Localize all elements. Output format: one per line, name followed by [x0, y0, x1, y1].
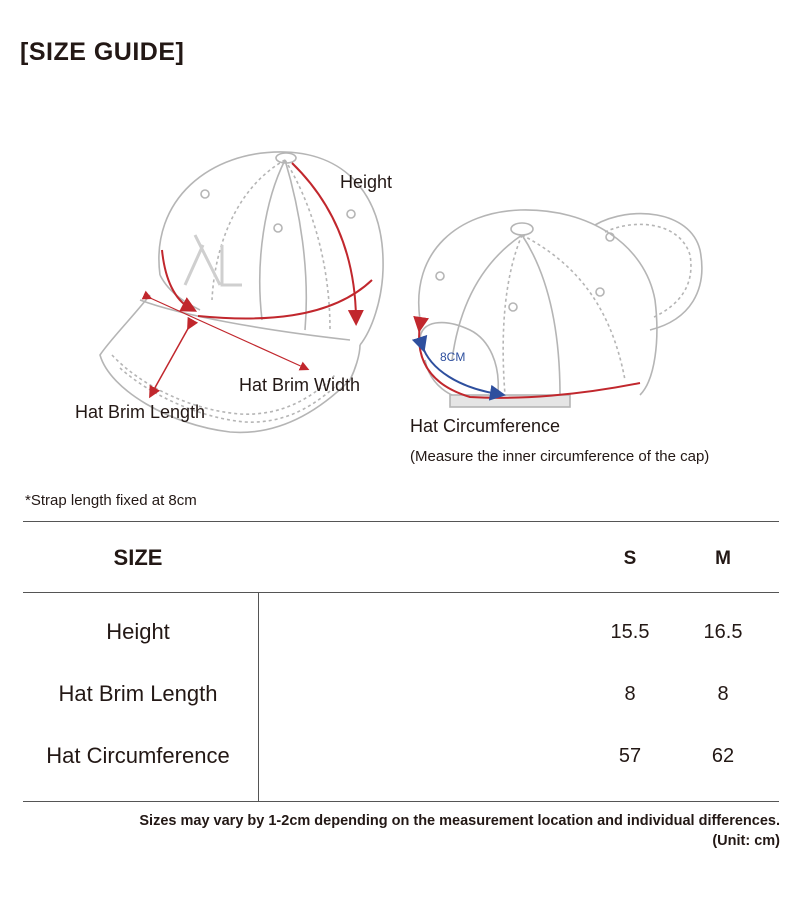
row-circumference-m: 62 [711, 745, 735, 767]
row-height-s: 15.5 [610, 621, 650, 643]
table-header-s: S [623, 548, 637, 569]
table-header-m: M [715, 548, 731, 569]
footer-note: Sizes may vary by 1-2cm depending on the measurement location and individual differences. [139, 813, 780, 829]
table-header-rule [23, 592, 779, 593]
table-header-size: SIZE [113, 545, 163, 570]
label-brim-length: Hat Brim Length [75, 402, 206, 422]
row-height-m: 16.5 [703, 621, 743, 643]
table-bottom-rule [23, 801, 779, 802]
label-strap-8cm: 8CM [440, 350, 466, 364]
row-label-circumference: Hat Circumference [46, 743, 230, 768]
row-brim-length-s: 8 [624, 683, 636, 705]
row-brim-length-m: 8 [717, 683, 729, 705]
row-label-brim-length: Hat Brim Length [58, 681, 218, 706]
back-cap-drawing [419, 210, 702, 407]
label-height: Height [340, 172, 393, 192]
row-circumference-s: 57 [618, 745, 642, 767]
table-top-rule [23, 521, 779, 522]
strap-note: *Strap length fixed at 8cm [25, 492, 197, 509]
footer-unit: (Unit: cm) [712, 833, 780, 849]
page-title: [SIZE GUIDE] [20, 38, 185, 66]
row-label-height: Height [106, 619, 170, 644]
table-column-divider [258, 593, 259, 801]
label-circumference-note: (Measure the inner circumference of the cap) [410, 448, 710, 465]
label-brim-width: Hat Brim Width [239, 375, 361, 395]
hat-diagram [0, 120, 800, 480]
label-circumference: Hat Circumference [410, 416, 561, 436]
